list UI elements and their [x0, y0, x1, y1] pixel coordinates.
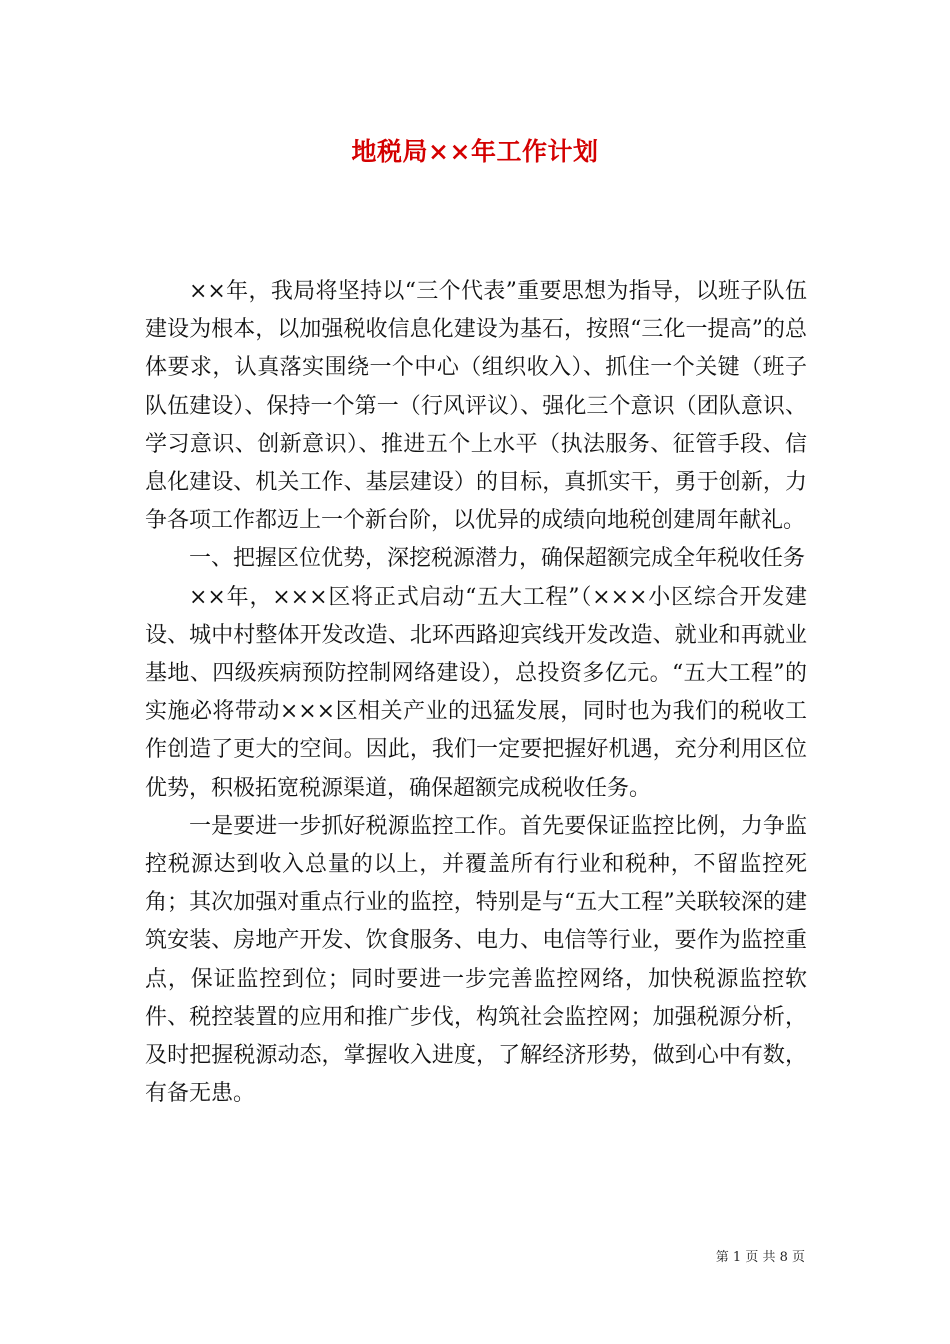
page-number-footer: 第 1 页 共 8 页 — [715, 1250, 805, 1265]
paragraph-intro: ××年，我局将坚持以“三个代表”重要思想为指导，以班子队伍建设为根本，以加强税收信息化建设为基石，按照“三化一提高”的总体要求，认真落实围绕一个中心（组织收入）、抓住一个关键（班子队伍建设）、保持一个第一（行风评议）、强化三个意识（团队意识、学习意识、创新意识）、推进五个上水平（执法服务、征管手段、信息化建设、机关工作、基层建设）的目标，真抓实干，勇于创新，力争各项工作都迈上一个新台阶，以优异的成绩向地税创建周年献礼。 — [145, 279, 807, 534]
document-title: 地税局××年工作计划 — [351, 137, 599, 166]
section-heading-1: 一、把握区位优势，深挖税源潜力，确保超额完成全年税收任务 — [189, 546, 806, 572]
document-body — [145, 273, 807, 1113]
paragraph-tax-monitoring: 一是要进一步抓好税源监控工作。首先要保证监控比例，力争监控税源达到收入总量的以上，并覆盖所有行业和税种，不留监控死角；其次加强对重点行业的监控，特别是与“五大工程”关联较深的建筑安装、房地产开发、饮食服务、电力、电信等行业，要作为监控重点，保证监控到位；同时要进一步完善监控网络，加快税源监控软件、税控装置的应用和推广步伐，构筑社会监控网；加强税源分析，及时把握税源动态，掌握收入进度，了解经济形势，做到心中有数，有备无患。 — [145, 813, 807, 1107]
paragraph-five-projects: ××年，×××区将正式启动“五大工程”（×××小区综合开发建设、城中村整体开发改造、北环西路迎宾线开发改造、就业和再就业基地、四级疾病预防控制网络建设），总投资多亿元。“五大工程”的实施必将带动×××区相关产业的迅猛发展，同时也为我们的税收工作创造了更大的空间。因此，我们一定要把握好机遇，充分利用区位优势，积极拓宽税源渠道，确保超额完成税收任务。 — [145, 584, 807, 801]
